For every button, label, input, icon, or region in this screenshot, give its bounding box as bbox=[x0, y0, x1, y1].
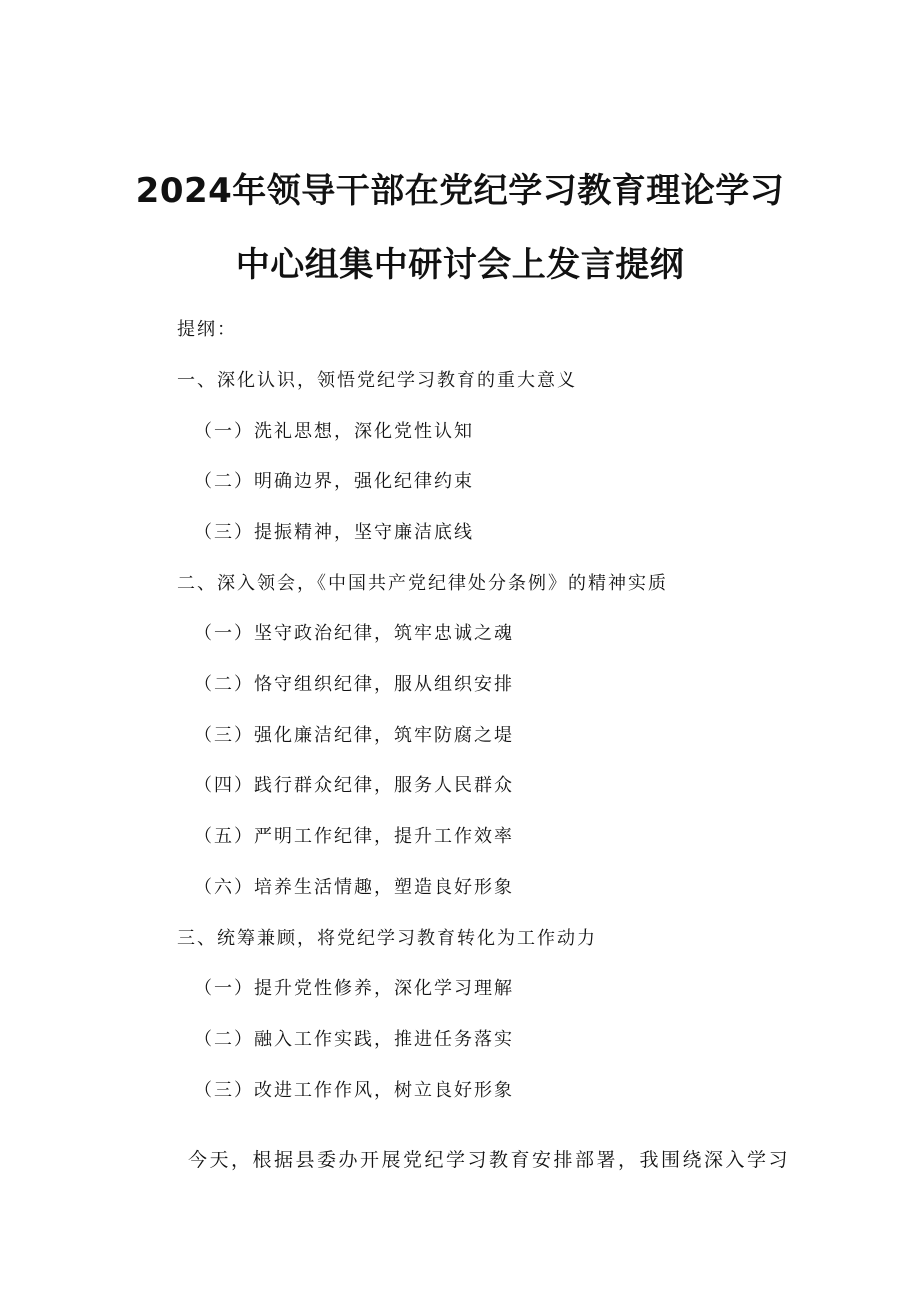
body-paragraph: 今天，根据县委办开展党纪学习教育安排部署，我围绕深入学习 bbox=[188, 1149, 791, 1171]
outline-item: （三）改进工作作风，树立良好形象 bbox=[194, 1080, 514, 1101]
document-title-line-2: 中心组集中研讨会上发言提纲 bbox=[235, 244, 685, 285]
document-title-line-1: 2024年领导干部在党纪学习教育理论学习 bbox=[135, 170, 785, 211]
outline-item: （二）融入工作实践，推进任务落实 bbox=[194, 1029, 514, 1050]
section-heading-1: 一、深化认识，领悟党纪学习教育的重大意义 bbox=[177, 370, 577, 391]
outline-item: （三）强化廉洁纪律，筑牢防腐之堤 bbox=[194, 725, 514, 746]
section-heading-2: 二、深入领会，《中国共产党纪律处分条例》的精神实质 bbox=[177, 573, 668, 594]
outline-item: （一）洗礼思想，深化党性认知 bbox=[194, 421, 474, 442]
outline-item: （四）践行群众纪律，服务人民群众 bbox=[194, 775, 514, 796]
outline-item: （一）提升党性修养，深化学习理解 bbox=[194, 978, 514, 999]
section-heading-3: 三、统筹兼顾，将党纪学习教育转化为工作动力 bbox=[177, 928, 597, 949]
outline-item: （二）恪守组织纪律，服从组织安排 bbox=[194, 674, 514, 695]
outline-item: （二）明确边界，强化纪律约束 bbox=[194, 471, 474, 492]
outline-item: （六）培养生活情趣，塑造良好形象 bbox=[194, 877, 514, 898]
outline-label: 提纲： bbox=[177, 319, 237, 340]
outline-item: （三）提振精神，坚守廉洁底线 bbox=[194, 522, 474, 543]
outline-item: （五）严明工作纪律，提升工作效率 bbox=[194, 826, 514, 847]
outline-item: （一）坚守政治纪律，筑牢忠诚之魂 bbox=[194, 623, 514, 644]
